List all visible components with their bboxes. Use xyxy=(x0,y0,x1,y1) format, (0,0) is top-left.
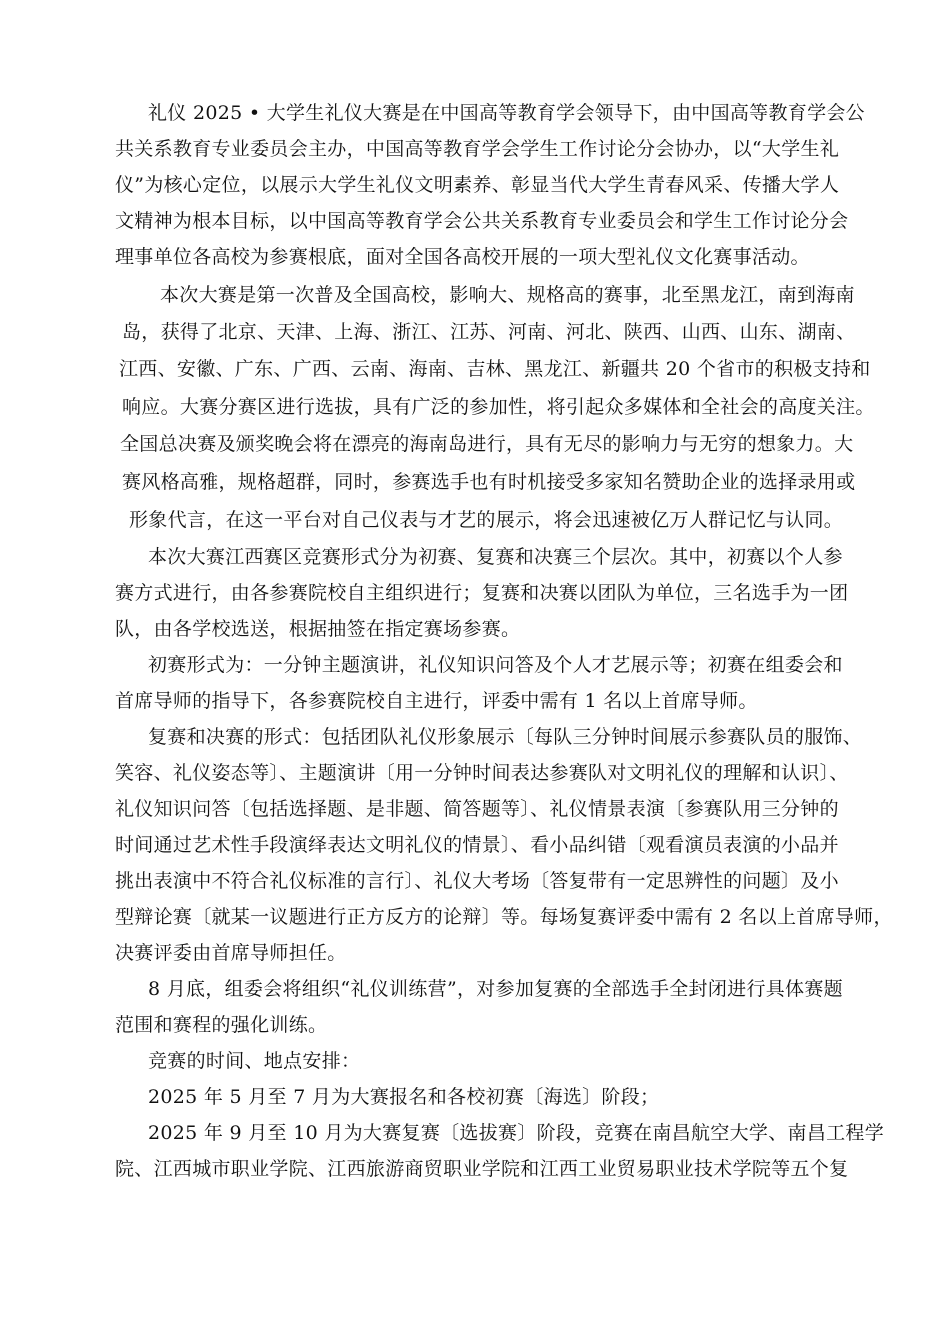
text-line: 赛方式进行，由各参赛院校自主组织进行；复赛和决赛以团队为单位，三名选手为一团 xyxy=(115,582,849,604)
text-line: 本次大赛江西赛区竞赛形式分为初赛、复赛和决赛三个层次。其中，初赛以个人参 xyxy=(148,546,843,568)
text-line: 决赛评委由首席导师担任。 xyxy=(115,942,347,964)
text-line: 赛风格高雅，规格超群，同时，参赛选手也有时机接受多家知名赞助企业的选择录用或 xyxy=(122,471,856,493)
text-line: 江西、安徽、广东、广西、云南、海南、吉林、黑龙江、新疆共 20 个省市的积极支持和 xyxy=(119,358,871,380)
text-line: 2025 年 5 月至 7 月为大赛报名和各校初赛〔海选〕阶段； xyxy=(148,1086,660,1108)
text-line: 范围和赛程的强化训练。 xyxy=(115,1014,328,1036)
text-line: 文精神为根本目标，以中国高等教育学会公共关系教育专业委员会和学生工作讨论分会 xyxy=(115,210,849,232)
text-line: 挑出表演中不符合礼仪标准的言行〕、礼仪大考场〔答复带有一定思辨性的问题〕及小 xyxy=(115,870,839,892)
text-line: 院、江西城市职业学院、江西旅游商贸职业学院和江西工业贸易职业技术学院等五个复 xyxy=(115,1158,849,1180)
text-line: 初赛形式为：一分钟主题演讲，礼仪知识问答及个人才艺展示等；初赛在组委会和 xyxy=(148,654,843,676)
text-line: 礼仪知识问答〔包括选择题、是非题、简答题等〕、礼仪情景表演〔参赛队用三分钟的 xyxy=(115,798,839,820)
text-line: 本次大赛是第一次普及全国高校，影响大、规格高的赛事，北至黑龙江，南到海南 xyxy=(160,284,855,306)
text-line: 响应。大赛分赛区进行选拔，具有广泛的参加性，将引起众多媒体和全社会的高度关注。 xyxy=(122,396,875,418)
text-line: 竞赛的时间、地点安排： xyxy=(148,1050,361,1072)
text-line: 仪”为核心定位，以展示大学生礼仪文明素养、彰显当代大学生青春风采、传播大学人 xyxy=(115,174,840,196)
text-line: 共关系教育专业委员会主办，中国高等教育学会学生工作讨论分会协办，以“大学生礼 xyxy=(115,138,840,160)
text-line: 复赛和决赛的形式：包括团队礼仪形象展示〔每队三分钟时间展示参赛队员的服饰、 xyxy=(148,726,863,748)
text-line: 形象代言，在这一平台对自己仪表与才艺的展示，将会迅速被亿万人群记忆与认同。 xyxy=(129,509,844,531)
text-line: 型辩论赛〔就某一议题进行正方反方的论辩〕等。每场复赛评委中需有 2 名以上首席导师， xyxy=(115,906,893,928)
text-line: 时间通过艺术性手段演绎表达文明礼仪的情景〕、看小品纠错〔观看演员表演的小品并 xyxy=(115,834,839,856)
text-line: 理事单位各高校为参赛根底，面对全国各高校开展的一项大型礼仪文化赛事活动。 xyxy=(115,246,810,268)
text-line: 首席导师的指导下，各参赛院校自主进行，评委中需有 1 名以上首席导师。 xyxy=(115,690,758,712)
text-line: 8 月底，组委会将组织“礼仪训练营”，对参加复赛的全部选手全封闭进行具体赛题 xyxy=(148,978,843,1000)
text-line: 岛，获得了北京、天津、上海、浙江、江苏、河南、河北、陕西、山西、山东、湖南、 xyxy=(122,321,856,343)
text-line: 礼仪 2025 • 大学生礼仪大赛是在中国高等教育学会领导下，由中国高等教育学会公 xyxy=(148,102,865,124)
text-line: 全国总决赛及颁奖晚会将在漂亮的海南岛进行，具有无尽的影响力与无穷的想象力。大 xyxy=(120,433,854,455)
text-line: 2025 年 9 月至 10 月为大赛复赛〔选拔赛〕阶段，竞赛在南昌航空大学、南昌工程学 xyxy=(148,1122,885,1144)
text-line: 队，由各学校选送，根据抽签在指定赛场参赛。 xyxy=(115,618,521,640)
text-line: 笑容、礼仪姿态等〕、主题演讲〔用一分钟时间表达参赛队对文明礼仪的理解和认识〕、 xyxy=(115,762,849,784)
